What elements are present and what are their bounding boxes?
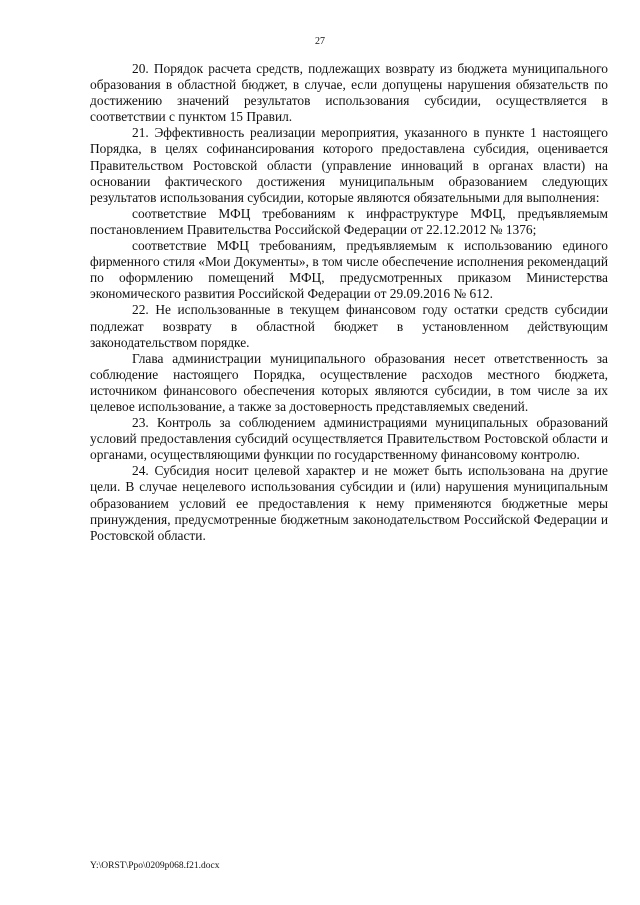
paragraph-22-responsibility: Глава администрации муниципального образования несет ответственность за соблюдение настоящего Порядка, осуществление расходов местного бюджета, источником финансового обеспечения которых являются субсидии, в том числе за их целевое использование, а также за достоверность представляемых сведений.: [90, 350, 608, 414]
paragraph-24: 24. Субсидия носит целевой характер и не может быть использована на другие цели. В случае нецелевого использования субсидии и (или) нарушения муниципальным образованием условий ее предоставления к нему применяются бюджетные меры принуждения, предусмотренные бюджетным законодательством Российской Федерации и Ростовской области.: [90, 463, 608, 543]
paragraph-20: 20. Порядок расчета средств, подлежащих возврату из бюджета муниципального образования в областной бюджет, в случае, если допущены нарушения обязательств по достижению значений результатов использования субсидии, осуществляется в соответствии с пунктом 15 Правил.: [90, 61, 608, 125]
document-body: [90, 61, 608, 544]
footer-file-path: Y:\ORST\Ppo\0209p068.f21.docx: [90, 861, 220, 871]
paragraph-21-requirement-2: соответствие МФЦ требованиям, предъявляемым к использованию единого фирменного стиля «Мои Документы», в том числе обеспечение исполнения рекомендаций по оформлению помещений МФЦ, предусмотренных приказом Министерства экономического развития Российской Федерации от 29.09.2016 № 612.: [90, 238, 608, 302]
paragraph-21-requirement-1: соответствие МФЦ требованиям к инфраструктуре МФЦ, предъявляемым постановлением Правительства Российской Федерации от 22.12.2012 № 1376;: [90, 205, 608, 237]
paragraph-23: 23. Контроль за соблюдением администрациями муниципальных образований условий предоставления субсидий осуществляется Правительством Ростовской области и органами, осуществляющими функции по государственному финансовому контролю.: [90, 415, 608, 463]
paragraph-22: 22. Не использованные в текущем финансовом году остатки средств субсидии подлежат возврату в областной бюджет в установленном действующим законодательством порядке.: [90, 302, 608, 350]
paragraph-21: 21. Эффективность реализации мероприятия, указанного в пункте 1 настоящего Порядка, в целях софинансирования которого предоставлена субсидия, оценивается Правительством Ростовской области (управление инноваций в органах власти) на основании фактического достижения муниципальным образованием следующих результатов использования субсидии, которые являются обязательными для выполнения:: [90, 125, 608, 205]
page-number: 27: [315, 36, 325, 47]
